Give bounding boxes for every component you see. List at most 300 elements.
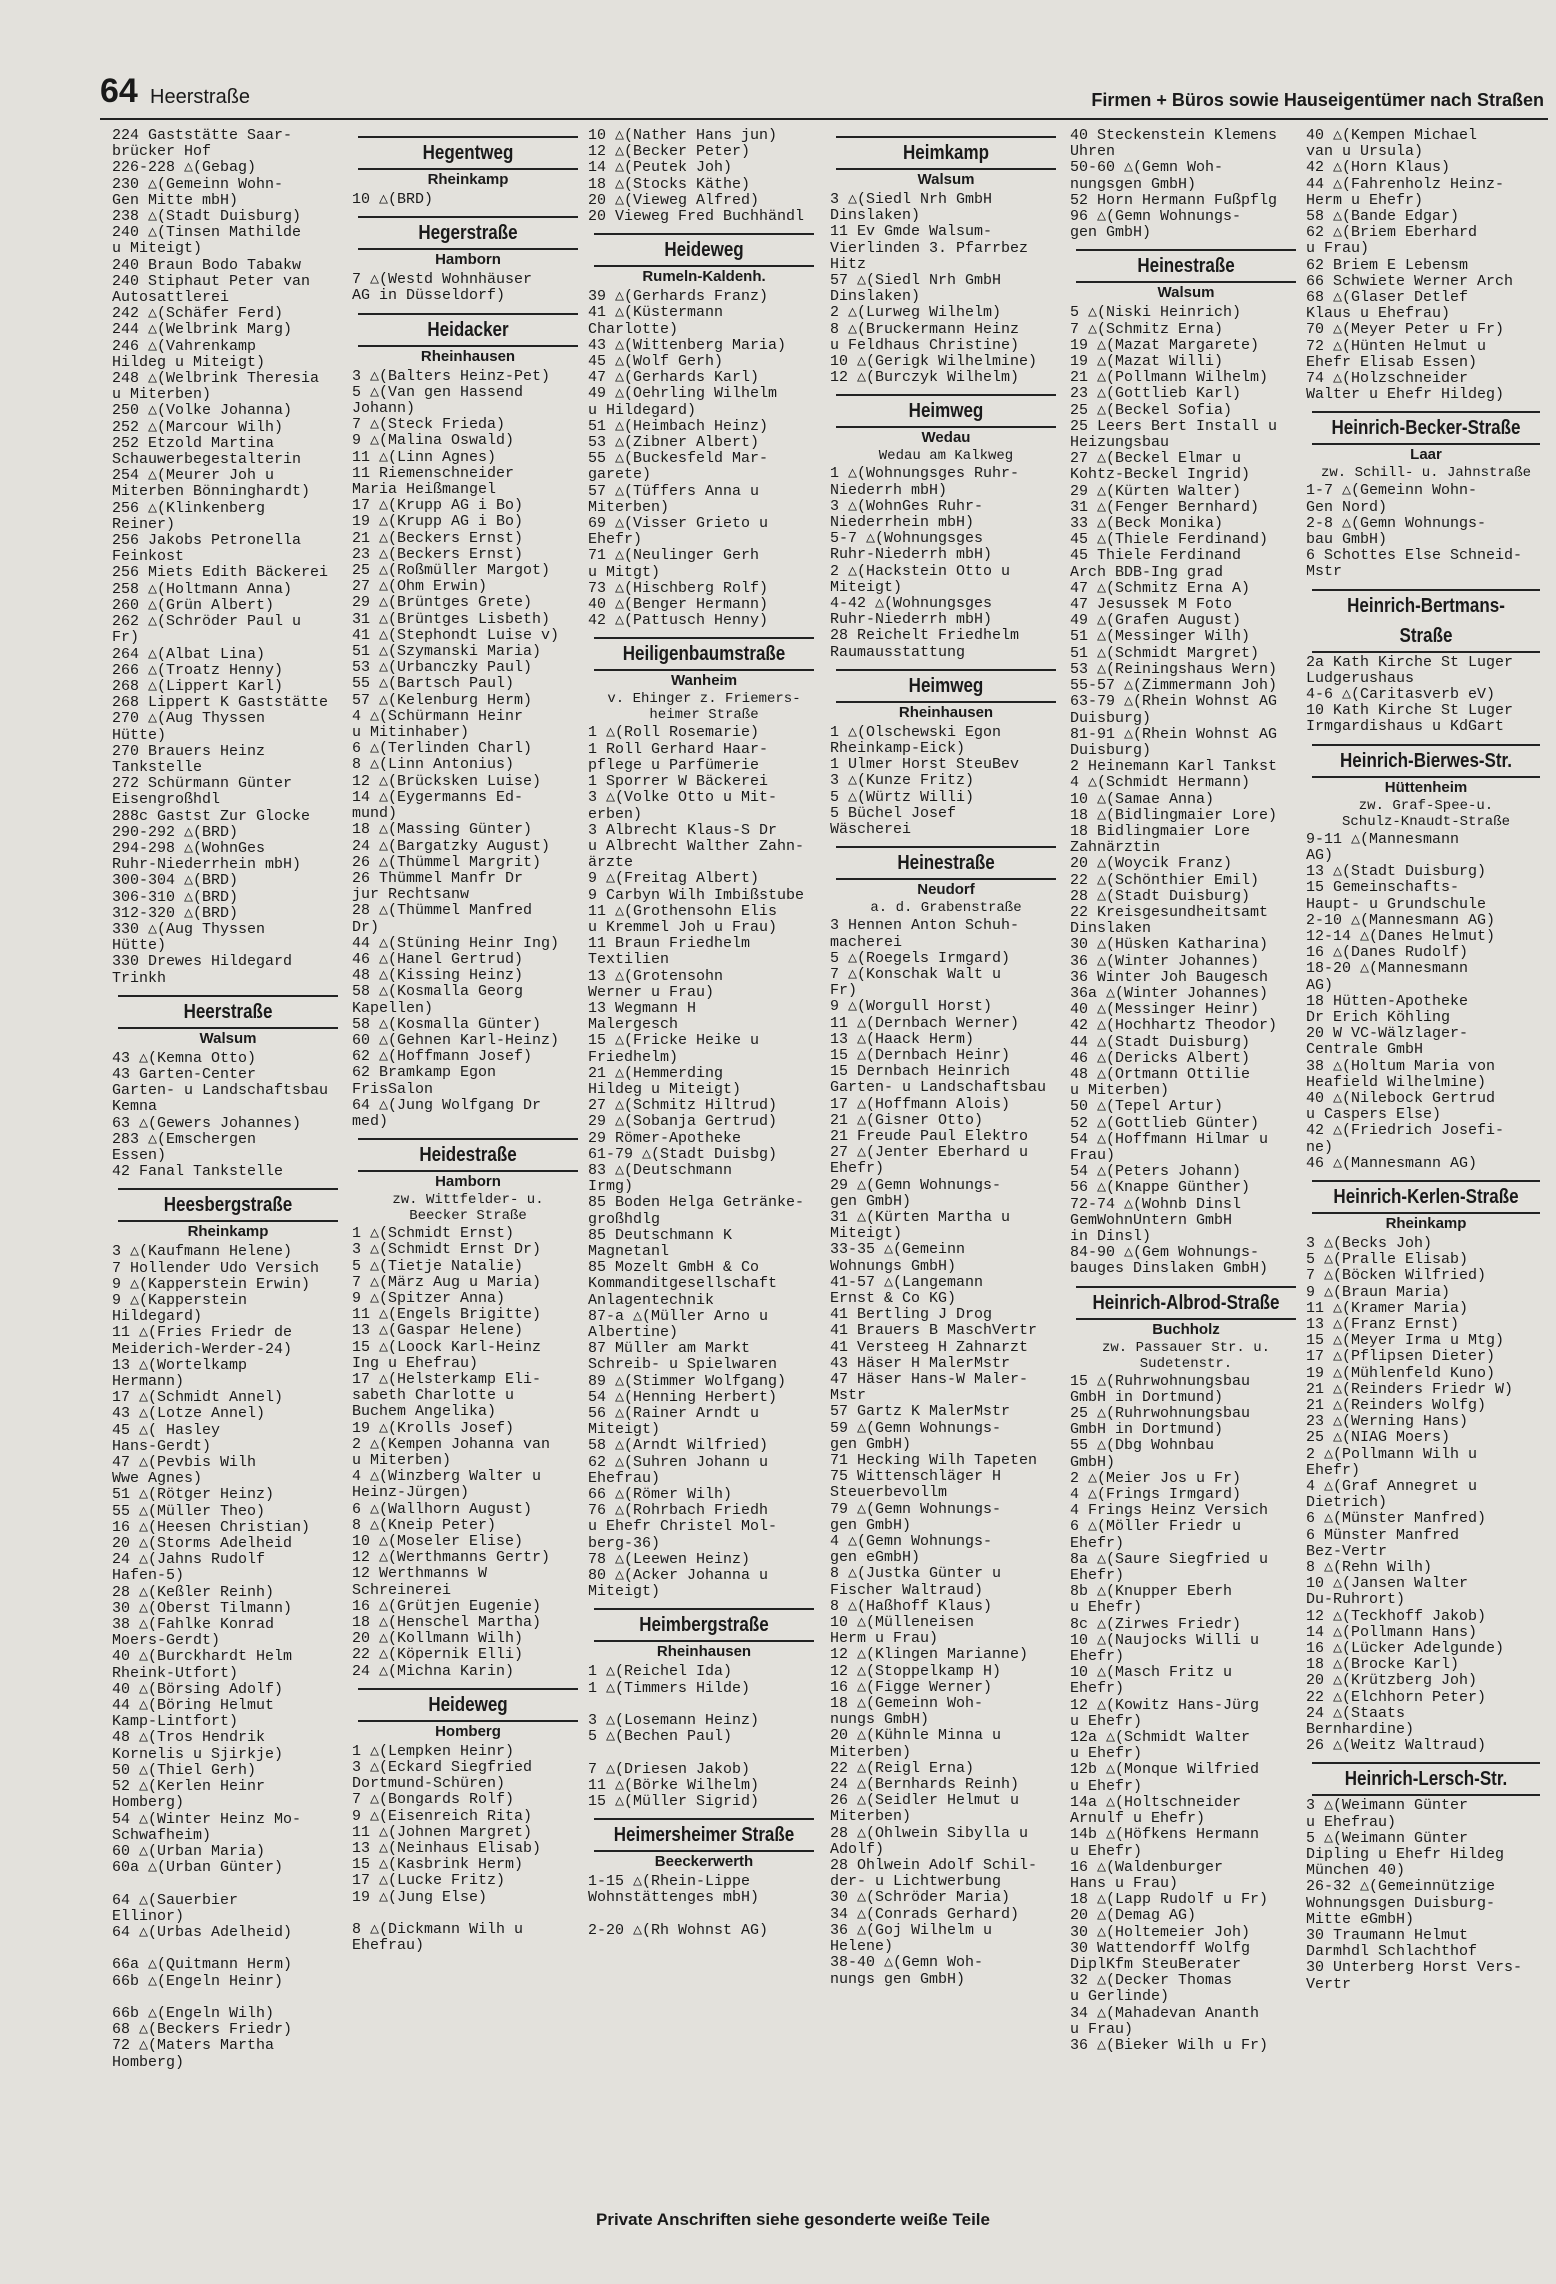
entry-line: 29 Römer-Apotheke	[588, 1130, 742, 1147]
district-name: Rumeln-Kaldenh.	[642, 268, 766, 286]
entry-line: der- u Lichtwerbung	[830, 1874, 1002, 1891]
entry-line: Frau)	[1070, 1147, 1116, 1164]
entry-line: 18 Hütten-Apotheke	[1306, 993, 1469, 1010]
entry-line: 2 △(Kempen Johanna van	[352, 1436, 551, 1453]
entry-line: 48 △(Tros Hendrik	[112, 1730, 266, 1747]
entry-line: 1 Ulmer Horst SteuBev	[830, 757, 1020, 774]
street-heading	[588, 637, 820, 723]
entry-line: 8 △(Dickmann Wilh u	[352, 1922, 524, 1939]
entry-line: 40 Steckenstein Klemens	[1070, 128, 1278, 144]
entry-line: 268 Lippert K Gaststätte	[112, 695, 329, 712]
entry-line: 1-15 △(Rhein-Lippe	[588, 1874, 751, 1891]
entry-line: ne)	[1306, 1139, 1334, 1156]
entry-line: 42 Fanal Tankstelle	[112, 1164, 284, 1181]
entry-line: 3 △(Volke Otto u Mit-	[588, 790, 778, 807]
entry-line: Wäscherei	[830, 822, 912, 839]
entry-line: Hildeg u Miteigt)	[112, 354, 266, 371]
entry-line: 330 Drewes Hildegard	[112, 954, 293, 971]
entry-line: 48 △(Ortmann Ottilie	[1070, 1066, 1251, 1083]
entry-line: 61-79 △(Stadt Duisbg)	[588, 1146, 778, 1163]
entry-line: 57 △(Siedl Nrh GmbH	[830, 273, 1002, 290]
entry-line: 16 △(Danes Rudolf)	[1306, 945, 1469, 962]
entry-line: 27 △(Beckel Elmar u	[1070, 451, 1242, 468]
entry-line: Buchem Angelika)	[352, 1404, 497, 1421]
entry-line: 28 △(Keßler Reinh)	[112, 1584, 275, 1601]
entry-line: 53 △(Urbanczky Paul)	[352, 660, 533, 677]
entry-line: Darmhdl Schlachthof	[1306, 1944, 1478, 1961]
entry-line: ärzte	[588, 855, 634, 872]
street-heading	[352, 1688, 584, 1742]
entry-line: Meiderich-Werder-24)	[112, 1341, 293, 1358]
entry-line: 64 △(Jung Wolfgang Dr	[352, 1097, 542, 1114]
entry-line: 43 Garten-Center	[112, 1066, 257, 1083]
entry-line: 230 △(Gemeinn Wohn-	[112, 176, 284, 193]
entry-line: 9 △(Braun Maria)	[1306, 1284, 1451, 1301]
entry-line: 44 △(Böring Helmut	[112, 1698, 275, 1715]
entry-line: 79 △(Gemn Wohnungs-	[830, 1501, 1002, 1518]
entry-line: 60a △(Urban Günter)	[112, 1860, 284, 1877]
entry-line: 66 △(Römer Wilh)	[588, 1487, 733, 1504]
entry-line: 1 Roll Gerhard Haar-	[588, 741, 769, 758]
street-heading	[112, 995, 344, 1049]
entry-line: Garten- u Landschaftsbau	[830, 1080, 1047, 1097]
entry-line: 48 △(Kissing Heinz)	[352, 968, 524, 985]
entry-line: 11 △(Fries Friedr de	[112, 1325, 293, 1342]
entry-line: 1 △(Olschewski Egon	[830, 724, 1002, 741]
entry-line: 58 △(Arndt Wilfried)	[588, 1438, 769, 1455]
entry-line: 20 △(Kühnle Minna u	[830, 1728, 1002, 1745]
entry-line: 50 △(Tepel Artur)	[1070, 1099, 1224, 1116]
entry-line: 256 △(Klinkenberg	[112, 500, 266, 517]
entry-line: 16 △(Heesen Christian)	[112, 1519, 311, 1536]
entry-line: 18 △(Henschel Martha)	[352, 1615, 542, 1632]
entry-line: Ehefrau)	[588, 1470, 661, 1487]
entry-line: 15 △(Müller Sigrid)	[588, 1794, 760, 1811]
entry-line: 11 Ev Gmde Walsum-	[830, 224, 993, 241]
entry-line: 54 △(Peters Johann)	[1070, 1164, 1242, 1181]
entry-line: 10 △(Samae Anna)	[1070, 791, 1215, 808]
entry-line	[112, 1941, 344, 1957]
district-name: Wedau	[921, 429, 971, 447]
entry-line: 18-20 △(Mannesmann	[1306, 961, 1469, 978]
entry-line: Duisburg)	[1070, 742, 1152, 759]
page-number: 64	[100, 72, 138, 110]
entry-line: Wwe Agnes)	[112, 1471, 203, 1488]
entry-line: 42 △(Pattusch Henny)	[588, 613, 769, 630]
street-note: zw. Schill- u. Jahnstraße	[1320, 465, 1532, 482]
entry-line: 2-8 △(Gemn Wohnungs-	[1306, 515, 1487, 532]
entry-line: 2 △(Hackstein Otto u	[830, 563, 1011, 580]
column-6	[1306, 128, 1546, 1993]
entry-line: 12b △(Monque Wilfried	[1070, 1762, 1260, 1779]
entry-line: 85 Deutschmann K	[588, 1227, 733, 1244]
entry-line: 11 △(Dernbach Werner)	[830, 1015, 1020, 1032]
street-heading	[1306, 1762, 1546, 1796]
entry-line: Albertine)	[588, 1325, 679, 1341]
entry-line: u Frau)	[1070, 2021, 1134, 2038]
entry-line: Kohtz-Beckel Ingrid)	[1070, 467, 1251, 484]
entry-line: Miteigt)	[588, 1422, 661, 1439]
entry-line: 5 △(Roegels Irmgard)	[830, 950, 1011, 967]
entry-line: 62 Briem E Lebensm	[1306, 257, 1469, 274]
entry-line: 57 △(Tüffers Anna u	[588, 483, 760, 500]
entry-line: 2 △(Pollmann Wilh u	[1306, 1446, 1478, 1463]
entry-line: 30 Wattendorff Wolfg	[1070, 1940, 1251, 1957]
entry-line: Mitte eGmbH)	[1306, 1911, 1415, 1928]
street-note: Wedau am Kalkweg	[878, 448, 1014, 465]
entry-line: 256 Jakobs Petronella	[112, 533, 302, 550]
entry-line: Heafield Wilhelmine)	[1306, 1074, 1487, 1091]
district-name: Wanheim	[670, 672, 738, 690]
entry-line: Vierlinden 3. Pfarrbez	[830, 240, 1029, 257]
entry-line: Niederrhein mbH)	[830, 515, 975, 532]
entry-line: 7 △(Westd Wohnhäuser	[352, 272, 533, 289]
entry-line: 306-310 △(BRD)	[112, 889, 239, 906]
street-heading	[352, 1138, 584, 1224]
entry-line: 40 △(Burckhardt Helm	[112, 1649, 293, 1666]
entry-line: 53 △(Reiningshaus Wern)	[1070, 661, 1278, 678]
entry-line: 17 △(Krupp AG i Bo)	[352, 498, 524, 515]
entry-line: 18 △(Stocks Käthe)	[588, 176, 751, 193]
entry-line: 12a △(Schmidt Walter	[1070, 1730, 1251, 1747]
entry-line	[588, 1697, 820, 1713]
entry-line: 11 △(Grothensohn Elis	[588, 903, 778, 920]
entry-line: 12 △(Stoppelkamp H)	[830, 1663, 1002, 1680]
entry-line: 7 △(Konschak Walt u	[830, 966, 1002, 983]
entry-line: 54 △(Winter Heinz Mo-	[112, 1811, 302, 1828]
entry-line: med)	[352, 1113, 389, 1130]
entry-line: 53 △(Zibner Albert)	[588, 435, 760, 452]
entry-line: Rheinkamp-Eick)	[830, 741, 966, 758]
entry-line: Arch BDB-Ing grad	[1070, 564, 1224, 581]
street-note: zw. Graf-Spee-u.	[1358, 797, 1494, 814]
entry-line: Miteigt)	[830, 579, 903, 596]
entry-line: mund)	[352, 806, 398, 823]
entry-line: Fischer Waltraud)	[830, 1582, 984, 1599]
entry-line: 30 △(Oberst Tilmann)	[112, 1600, 293, 1617]
entry-line: 58 △(Kosmalla Georg	[352, 984, 524, 1001]
entry-line: 2 △(Lurweg Wilhelm)	[830, 305, 1002, 322]
entry-line: 44 △(Stüning Heinr Ing)	[352, 935, 560, 952]
district-name: Rheinkamp	[1385, 1214, 1467, 1232]
street-name: Heimkamp	[903, 142, 989, 164]
entry-line: Ehefr Elisab Essen)	[1306, 354, 1478, 371]
entry-line: 5-7 △(Wohnungsges	[830, 531, 984, 548]
column-3	[588, 128, 820, 1939]
entry-line: 3 △(Weimann Günter	[1306, 1798, 1469, 1815]
entry-line: nungs gen GmbH)	[830, 1971, 966, 1988]
entry-line: 84-90 △(Gem Wohnungs-	[1070, 1245, 1260, 1262]
entry-line: Johann)	[352, 401, 416, 418]
entry-line: Du-Ruhrort)	[1306, 1592, 1406, 1609]
entry-line: u Mitinhaber)	[352, 725, 470, 742]
entry-line: 32 △(Decker Thomas	[1070, 1973, 1233, 1990]
entry-line: 16 △(Waldenburger	[1070, 1859, 1224, 1876]
entry-line: gen GmbH)	[1070, 225, 1152, 242]
entry-line: 30 Unterberg Horst Vers-	[1306, 1960, 1523, 1977]
entry-line: 20 △(Kollmann Wilh)	[352, 1631, 524, 1648]
entry-line	[588, 1907, 820, 1923]
entry-line: 31 △(Brüntges Lisbeth)	[352, 611, 551, 628]
entry-line: 45 △( Hasley	[112, 1422, 221, 1439]
entry-line: Duisburg)	[1070, 710, 1152, 727]
district-name: Rheinhausen	[656, 1643, 752, 1661]
entry-line: 21 △(Hemmerding	[588, 1065, 724, 1082]
district-name: Homberg	[435, 1722, 501, 1740]
entry-line: 40 △(Benger Hermann)	[588, 597, 769, 614]
entry-line: 5 △(Bechen Paul)	[588, 1729, 733, 1746]
entry-line: Dinslaken)	[830, 208, 921, 225]
entry-line: 85 Boden Helga Getränke-	[588, 1195, 805, 1212]
entry-line: 6 Schottes Else Schneid-	[1306, 548, 1523, 565]
entry-line: 36 Winter Joh Baugesch	[1070, 969, 1269, 986]
entry-line: großhdlg	[588, 1211, 661, 1228]
entry-line: 24 △(Jahns Rudolf	[112, 1552, 266, 1569]
entry-line: Friedhelm)	[588, 1049, 679, 1066]
entry-line: 7 △(Driesen Jakob)	[588, 1761, 751, 1778]
entry-line: 1 △(Wohnungsges Ruhr-	[830, 466, 1020, 483]
entry-line: 244 △(Welbrink Marg)	[112, 322, 293, 339]
district-name: Buchholz	[1152, 1320, 1220, 1338]
street-note: Sudetenstr.	[1139, 1355, 1233, 1372]
entry-line: 30 Traumann Helmut	[1306, 1928, 1469, 1945]
entry-line: Dinslaken	[1070, 921, 1152, 938]
entry-line: 13 △(Grotensohn	[588, 968, 724, 985]
entry-line: 2-20 △(Rh Wohnst AG)	[588, 1922, 769, 1939]
street-heading	[352, 216, 584, 270]
entry-line: 49 △(Oehrling Wilhelm	[588, 386, 778, 403]
entry-line: nungsgen GmbH)	[1070, 176, 1197, 193]
entry-line: 40 △(Messinger Heinr)	[1070, 1002, 1260, 1019]
entry-line: 85 Mozelt GmbH & Co	[588, 1260, 760, 1277]
entry-line: 26 △(Thümmel Margrit)	[352, 854, 542, 871]
entry-line: 10 △(Nather Hans jun)	[588, 128, 778, 144]
street-name: Heideweg	[664, 239, 744, 262]
entry-line: 31 △(Fenger Bernhard)	[1070, 499, 1260, 516]
street-name: Heidestraße	[419, 1144, 517, 1167]
entry-line: 19 △(Krolls Josef)	[352, 1420, 515, 1437]
entry-line: 7 △(Steck Frieda)	[352, 417, 506, 434]
entry-line: macherei	[830, 934, 903, 951]
entry-line: 72-74 △(Wohnb Dinsl	[1070, 1196, 1242, 1213]
entry-line: 4 △(Schmidt Hermann)	[1070, 775, 1251, 792]
entry-line: 238 △(Stadt Duisburg)	[112, 209, 302, 226]
entry-line: 3 △(Eckard Siegfried	[352, 1760, 533, 1777]
entry-line: 89 △(Stimmer Wolfgang)	[588, 1373, 787, 1390]
district-name: Laar	[1410, 446, 1442, 464]
entry-line: Miterben Bönninghardt)	[112, 484, 311, 501]
entry-line: 45 △(Wolf Gerh)	[588, 354, 724, 371]
street-name: Hegerstraße	[418, 222, 518, 245]
entry-line: 47 Häser Hans-W Maler-	[830, 1371, 1029, 1388]
entry-line: 266 △(Troatz Henny)	[112, 662, 284, 679]
entry-line: 18 Bidlingmaier Lore	[1070, 823, 1251, 840]
entry-line: 43 △(Wittenberg Maria)	[588, 337, 787, 354]
entry-line: 27 △(Schmitz Hiltrud)	[588, 1098, 778, 1115]
entry-line: AG in Düsseldorf)	[352, 288, 506, 305]
entry-line: 9 △(Kapperstein Erwin)	[112, 1276, 311, 1293]
entry-line: Schreib- u Spielwaren	[588, 1357, 778, 1374]
entry-line: u Kremmel Joh u Frau)	[588, 919, 778, 936]
entry-line: 22 Kreisgesundheitsamt	[1070, 904, 1269, 921]
entry-line: Hans-Gerdt)	[112, 1438, 212, 1455]
district-name: Beeckerwerth	[654, 1853, 754, 1871]
entry-line: 21 △(Gisner Otto)	[830, 1112, 984, 1129]
entry-line: 55-57 △(Zimmermann Joh)	[1070, 678, 1278, 695]
entry-line: Magnetanl	[588, 1243, 670, 1260]
entry-line: 57 Gartz K MalerMstr	[830, 1404, 1011, 1421]
entry-line: 71 △(Neulinger Gerh	[588, 548, 760, 565]
entry-line: 13 △(Haack Herm)	[830, 1031, 975, 1048]
entry-line: München 40)	[1306, 1863, 1406, 1880]
entry-line: 29 △(Brüntges Grete)	[352, 595, 533, 612]
entry-line: GmbH)	[1070, 1454, 1116, 1471]
entry-line: 50-60 △(Gemn Woh-	[1070, 160, 1224, 177]
entry-line: Mstr	[1306, 564, 1343, 581]
street-note: a. d. Grabenstraße	[870, 900, 1022, 917]
entry-line: 240 Stiphaut Peter van	[112, 273, 311, 290]
entry-line: 41 Brauers B MaschVertr	[830, 1323, 1038, 1340]
entry-line: 68 △(Beckers Friedr)	[112, 2022, 293, 2039]
entry-line: berg-36)	[588, 1535, 661, 1552]
entry-line: 63-79 △(Rhein Wohnst AG	[1070, 694, 1278, 711]
street-name: Heinrich-Lersch-Str.	[1344, 1768, 1508, 1791]
street-heading	[1070, 1286, 1302, 1372]
street-name: Heinrich-Kerlen-Straße	[1333, 1185, 1519, 1208]
entry-line: 19 △(Mazat Willi)	[1070, 354, 1224, 371]
entry-line: Ehefr)	[1070, 1649, 1125, 1666]
entry-line	[588, 1745, 820, 1761]
entry-line: Irmg)	[588, 1179, 634, 1196]
entry-line: 26 Thümmel Manfr Dr	[352, 870, 524, 887]
entry-line: 9 △(Spitzer Anna)	[352, 1290, 506, 1307]
entry-line: Mstr	[830, 1388, 867, 1405]
entry-line: Malergesch	[588, 1017, 679, 1034]
entry-line: 40 △(Kempen Michael	[1306, 128, 1478, 144]
entry-line: Kommanditgesellschaft	[588, 1276, 778, 1293]
street-heading	[112, 1188, 344, 1242]
entry-line: 3 △(Siedl Nrh GmbH	[830, 192, 993, 208]
entry-line: Garten- u Landschaftsbau	[112, 1083, 329, 1100]
entry-line: Dr)	[352, 919, 380, 936]
entry-line: Essen)	[112, 1147, 167, 1164]
street-heading	[352, 313, 584, 367]
entry-line: 43 Häser H MalerMstr	[830, 1355, 1011, 1372]
entry-line: 62 △(Hoffmann Josef)	[352, 1049, 533, 1066]
entry-line: 49 △(Grafen August)	[1070, 613, 1242, 630]
entry-line: 2a Kath Kirche St Luger	[1306, 654, 1514, 671]
entry-line: 50 △(Thiel Gerh)	[112, 1762, 257, 1779]
entry-line: Ehefr)	[1070, 1568, 1125, 1585]
entry-line: 58 △(Kosmalla Günter)	[352, 1016, 542, 1033]
entry-line: 268 △(Lippert Karl)	[112, 678, 284, 695]
entry-line: 15 Dernbach Heinrich	[830, 1064, 1011, 1081]
entry-line: 72 △(Hünten Helmut u	[1306, 338, 1487, 355]
entry-line: 34 △(Mahadevan Ananth	[1070, 2005, 1260, 2022]
entry-line: 16 △(Lücker Adelgunde)	[1306, 1641, 1505, 1658]
entry-line: 12 △(Kowitz Hans-Jürg	[1070, 1697, 1260, 1714]
entry-line: 28 Ohlwein Adolf Schil-	[830, 1858, 1038, 1875]
entry-line: 55 △(Buckesfeld Mar-	[588, 451, 769, 468]
entry-line: Miterben)	[830, 1744, 912, 1761]
entry-line: AG)	[1306, 977, 1334, 994]
entry-line: 18 △(Bidlingmaier Lore)	[1070, 807, 1278, 824]
entry-line: Raumausstattung	[830, 644, 966, 661]
entry-line: u Albrecht Walther Zahn-	[588, 838, 805, 855]
street-name: Heinestraße	[897, 852, 995, 875]
entry-line: Ehefr)	[830, 1161, 885, 1178]
district-name: Rheinkamp	[427, 171, 509, 188]
entry-line: 11 Riemenschneider	[352, 465, 515, 482]
entry-line: 256 Miets Edith Bäckerei	[112, 565, 329, 582]
entry-line: Homberg)	[112, 2054, 185, 2071]
entry-line: 80 △(Acker Johanna u	[588, 1568, 769, 1585]
entry-line: 87 Müller am Markt	[588, 1341, 751, 1358]
entry-line: 11 △(Linn Agnes)	[352, 449, 497, 466]
entry-line: 21 △(Reinders Wolfg)	[1306, 1397, 1487, 1414]
entry-line: u Frau)	[1306, 241, 1370, 258]
entry-line: u Gerlinde)	[1070, 1989, 1170, 2006]
entry-line: 8c △(Zirwes Friedr)	[1070, 1616, 1242, 1633]
entry-line: 10 △(Naujocks Willi u	[1070, 1632, 1260, 1649]
page-header	[100, 72, 1548, 120]
entry-line: 6 △(Wallhorn August)	[352, 1501, 533, 1518]
entry-line: bauges Dinslaken GmbH)	[1070, 1261, 1269, 1278]
entry-line: Steuerbevollm	[830, 1485, 948, 1502]
entry-line: 264 △(Albat Lina)	[112, 646, 266, 663]
entry-line: 9 △(Eisenreich Rita)	[352, 1808, 533, 1825]
entry-line: 36 △(Bieker Wilh u Fr)	[1070, 2037, 1269, 2054]
entry-line: 70 △(Meyer Peter u Fr)	[1306, 322, 1505, 339]
entry-line: 30 △(Schröder Maria)	[830, 1890, 1011, 1907]
entry-line: 10 Kath Kirche St Luger	[1306, 703, 1514, 720]
entry-line: 248 △(Welbrink Theresia	[112, 371, 320, 388]
entry-line: 60 △(Gehnen Karl-Heinz)	[352, 1032, 560, 1049]
entry-line: Ehefr)	[1070, 1535, 1125, 1552]
entry-line: Ruhr-Niederrhein mbH)	[112, 857, 302, 874]
entry-line: 51 △(Heimbach Heinz)	[588, 418, 769, 435]
entry-line: 3 △(Kunze Fritz)	[830, 773, 975, 790]
column-2	[352, 128, 584, 1954]
entry-line: 283 △(Emschergen	[112, 1131, 257, 1148]
entry-line: 4-6 △(Caritasverb eV)	[1306, 687, 1496, 704]
entry-line: 3 △(Schmidt Ernst Dr)	[352, 1242, 542, 1259]
entry-line: nungs GmbH)	[830, 1712, 930, 1729]
entry-line: 43 △(Lotze Annel)	[112, 1406, 266, 1423]
entry-line: bau GmbH)	[1306, 532, 1388, 549]
entry-line	[352, 1906, 584, 1922]
entry-line: Hans u Frau)	[1070, 1875, 1179, 1892]
entry-line: 25 △(Beckel Sofia)	[1070, 402, 1233, 419]
entry-line	[112, 1990, 344, 2006]
entry-line: 81-91 △(Rhein Wohnst AG	[1070, 726, 1278, 743]
entry-line: 13 △(Stadt Duisburg)	[1306, 864, 1487, 881]
entry-line: u Ehefr)	[1070, 1713, 1143, 1730]
street-note: zw. Wittfelder- u.	[392, 1192, 544, 1209]
entry-line: 42 △(Horn Klaus)	[1306, 160, 1451, 177]
entry-line: Textilien	[588, 952, 670, 969]
entry-line: 12 △(Werthmanns Gertr)	[352, 1550, 551, 1567]
entry-line: 4 △(Graf Annegret u	[1306, 1479, 1478, 1495]
street-heading	[830, 846, 1062, 916]
entry-line: 58 △(Bande Edgar)	[1306, 209, 1460, 226]
entry-line: 59 △(Gemn Wohnungs-	[830, 1420, 1002, 1437]
entry-line: 38-40 △(Gemn Woh-	[830, 1955, 984, 1972]
entry-line: 240 △(Tinsen Mathilde	[112, 225, 302, 242]
entry-line: u Hildegard)	[588, 402, 697, 419]
entry-line: 21 △(Beckers Ernst)	[352, 530, 524, 547]
entry-line: 9 △(Malina Oswald)	[352, 433, 515, 450]
